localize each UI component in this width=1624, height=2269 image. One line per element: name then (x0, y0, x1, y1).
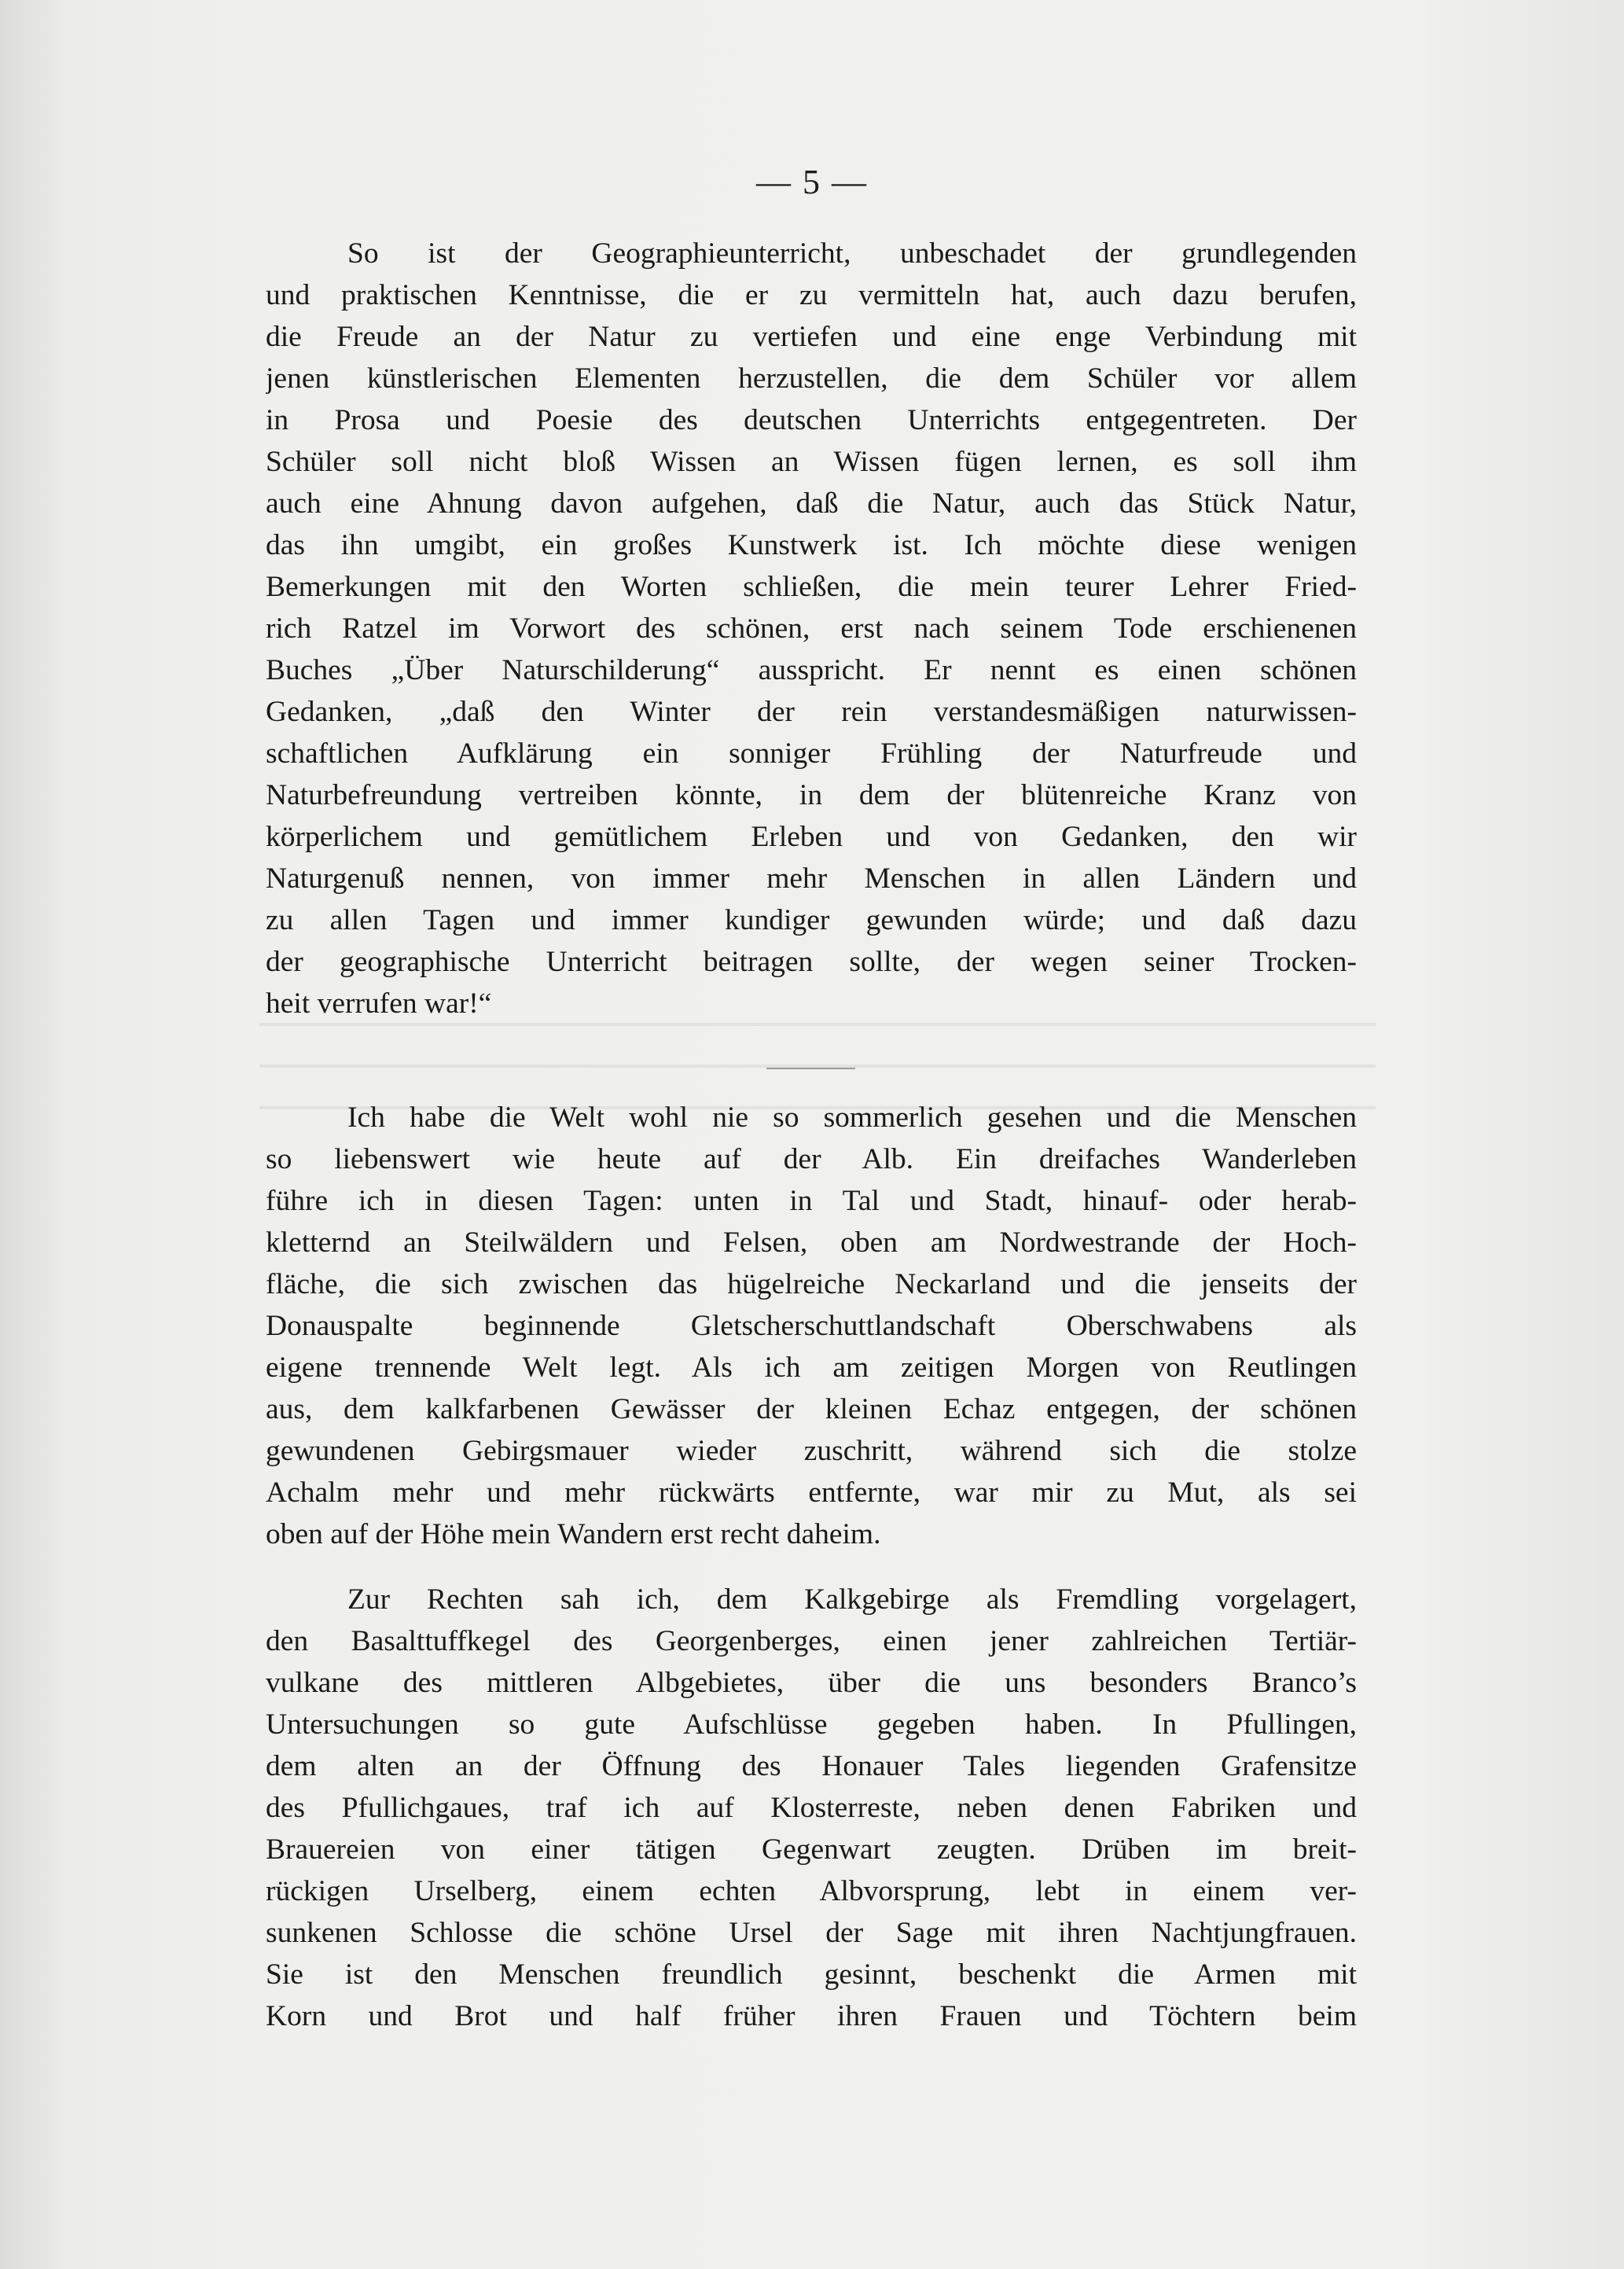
text-line: in Prosa und Poesie des deutschen Unterrichts entgegentreten. Der (266, 404, 1357, 436)
page-number: — 5 — (756, 163, 868, 201)
text-line: Zur Rechten sah ich, dem Kalkgebirge als Fremdling vorgelagert, (347, 1583, 1357, 1616)
text-line: sunkenen Schlosse die schöne Ursel der Sage mit ihren Nachtjungfrauen. (266, 1917, 1357, 1949)
text-line: das ihn umgibt, ein großes Kunstwerk ist. Ich möchte diese wenigen (266, 529, 1357, 561)
text-line: vulkane des mittleren Albgebietes, über die uns besonders Branco’s (266, 1667, 1357, 1699)
text-line: und praktischen Kenntnisse, die er zu vermitteln hat, auch dazu berufen, (266, 279, 1357, 311)
text-line: so liebenswert wie heute auf der Alb. Ein dreifaches Wanderleben (266, 1143, 1357, 1175)
text-line: auch eine Ahnung davon aufgehen, daß die Natur, auch das Stück Natur, (266, 487, 1357, 520)
text-line: jenen künstlerischen Elementen herzustellen, die dem Schüler vor allem (266, 362, 1357, 395)
text-line: rich Ratzel im Vorwort des schönen, erst nach seinem Tode erschienenen (266, 612, 1357, 645)
text-line: dem alten an der Öffnung des Honauer Tales liegenden Grafensitze (266, 1750, 1357, 1782)
text-line: rückigen Urselberg, einem echten Albvorsprung, lebt in einem ver- (266, 1875, 1357, 1907)
text-line: des Pfullichgaues, traf ich auf Klosterreste, neben denen Fabriken und (266, 1792, 1357, 1824)
text-line: Naturbefreundung vertreiben könnte, in dem der blütenreiche Kranz von (266, 779, 1357, 811)
paragraph-3 (266, 1579, 1357, 2037)
text-line: Ich habe die Welt wohl nie so sommerlich gesehen und die Menschen (347, 1101, 1357, 1134)
text-line: Brauereien von einer tätigen Gegenwart zeugten. Drüben im breit- (266, 1833, 1357, 1866)
section-divider-mark (766, 1068, 855, 1069)
text-line: gewundenen Gebirgsmauer wieder zuschritt, während sich die stolze (266, 1435, 1357, 1467)
text-line: So ist der Geographieunterricht, unbeschadet der grundlegenden (347, 237, 1357, 270)
text-line: Korn und Brot und half früher ihren Frauen und Töchtern beim (266, 2000, 1357, 2032)
text-line: Bemerkungen mit den Worten schließen, die mein teurer Lehrer Fried- (266, 571, 1357, 603)
text-line: Buches „Über Naturschilderung“ ausspricht. Er nennt es einen schönen (266, 654, 1357, 686)
text-line: Sie ist den Menschen freundlich gesinnt, beschenkt die Armen mit (266, 1958, 1357, 1991)
body-text (266, 233, 1357, 2037)
text-line: zu allen Tagen und immer kundiger gewunden würde; und daß dazu (266, 904, 1357, 936)
paragraph-2 (266, 1097, 1357, 1555)
text-line: Schüler soll nicht bloß Wissen an Wissen fügen lernen, es soll ihm (266, 446, 1357, 478)
text-line: führe ich in diesen Tagen: unten in Tal und Stadt, hinauf- oder herab- (266, 1185, 1357, 1217)
text-line: die Freude an der Natur zu vertiefen und eine enge Verbindung mit (266, 321, 1357, 353)
text-line: kletternd an Steilwäldern und Felsen, oben am Nordwestrande der Hoch- (266, 1226, 1357, 1259)
section-gap (266, 1024, 1357, 1097)
text-line: Donauspalte beginnende Gletscherschuttlandschaft Oberschwabens als (266, 1310, 1357, 1342)
text-line: den Basalttuffkegel des Georgenberges, einen jener zahlreichen Tertiär- (266, 1625, 1357, 1657)
text-line: schaftlichen Aufklärung ein sonniger Frühling der Naturfreude und (266, 737, 1357, 770)
text-line: Gedanken, „daß den Winter der rein verstandesmäßigen naturwissen- (266, 696, 1357, 728)
text-line: oben auf der Höhe mein Wandern erst recht daheim. (266, 1518, 881, 1550)
text-line: Untersuchungen so gute Aufschlüsse gegeben haben. In Pfullingen, (266, 1708, 1357, 1741)
text-line: der geographische Unterricht beitragen sollte, der wegen seiner Trocken- (266, 946, 1357, 978)
text-line: körperlichem und gemütlichem Erleben und von Gedanken, den wir (266, 821, 1357, 853)
text-line: eigene trennende Welt legt. Als ich am zeitigen Morgen von Reutlingen (266, 1351, 1357, 1384)
text-line: Achalm mehr und mehr rückwärts entfernte, war mir zu Mut, als sei (266, 1477, 1357, 1509)
text-line: aus, dem kalkfarbenen Gewässer der kleinen Echaz entgegen, der schönen (266, 1393, 1357, 1425)
text-line: fläche, die sich zwischen das hügelreiche Neckarland und die jenseits der (266, 1268, 1357, 1300)
paragraph-gap (266, 1555, 1357, 1579)
text-line: Naturgenuß nennen, von immer mehr Menschen in allen Ländern und (266, 862, 1357, 895)
paragraph-1 (266, 233, 1357, 1024)
text-line: heit verrufen war!“ (266, 987, 492, 1020)
